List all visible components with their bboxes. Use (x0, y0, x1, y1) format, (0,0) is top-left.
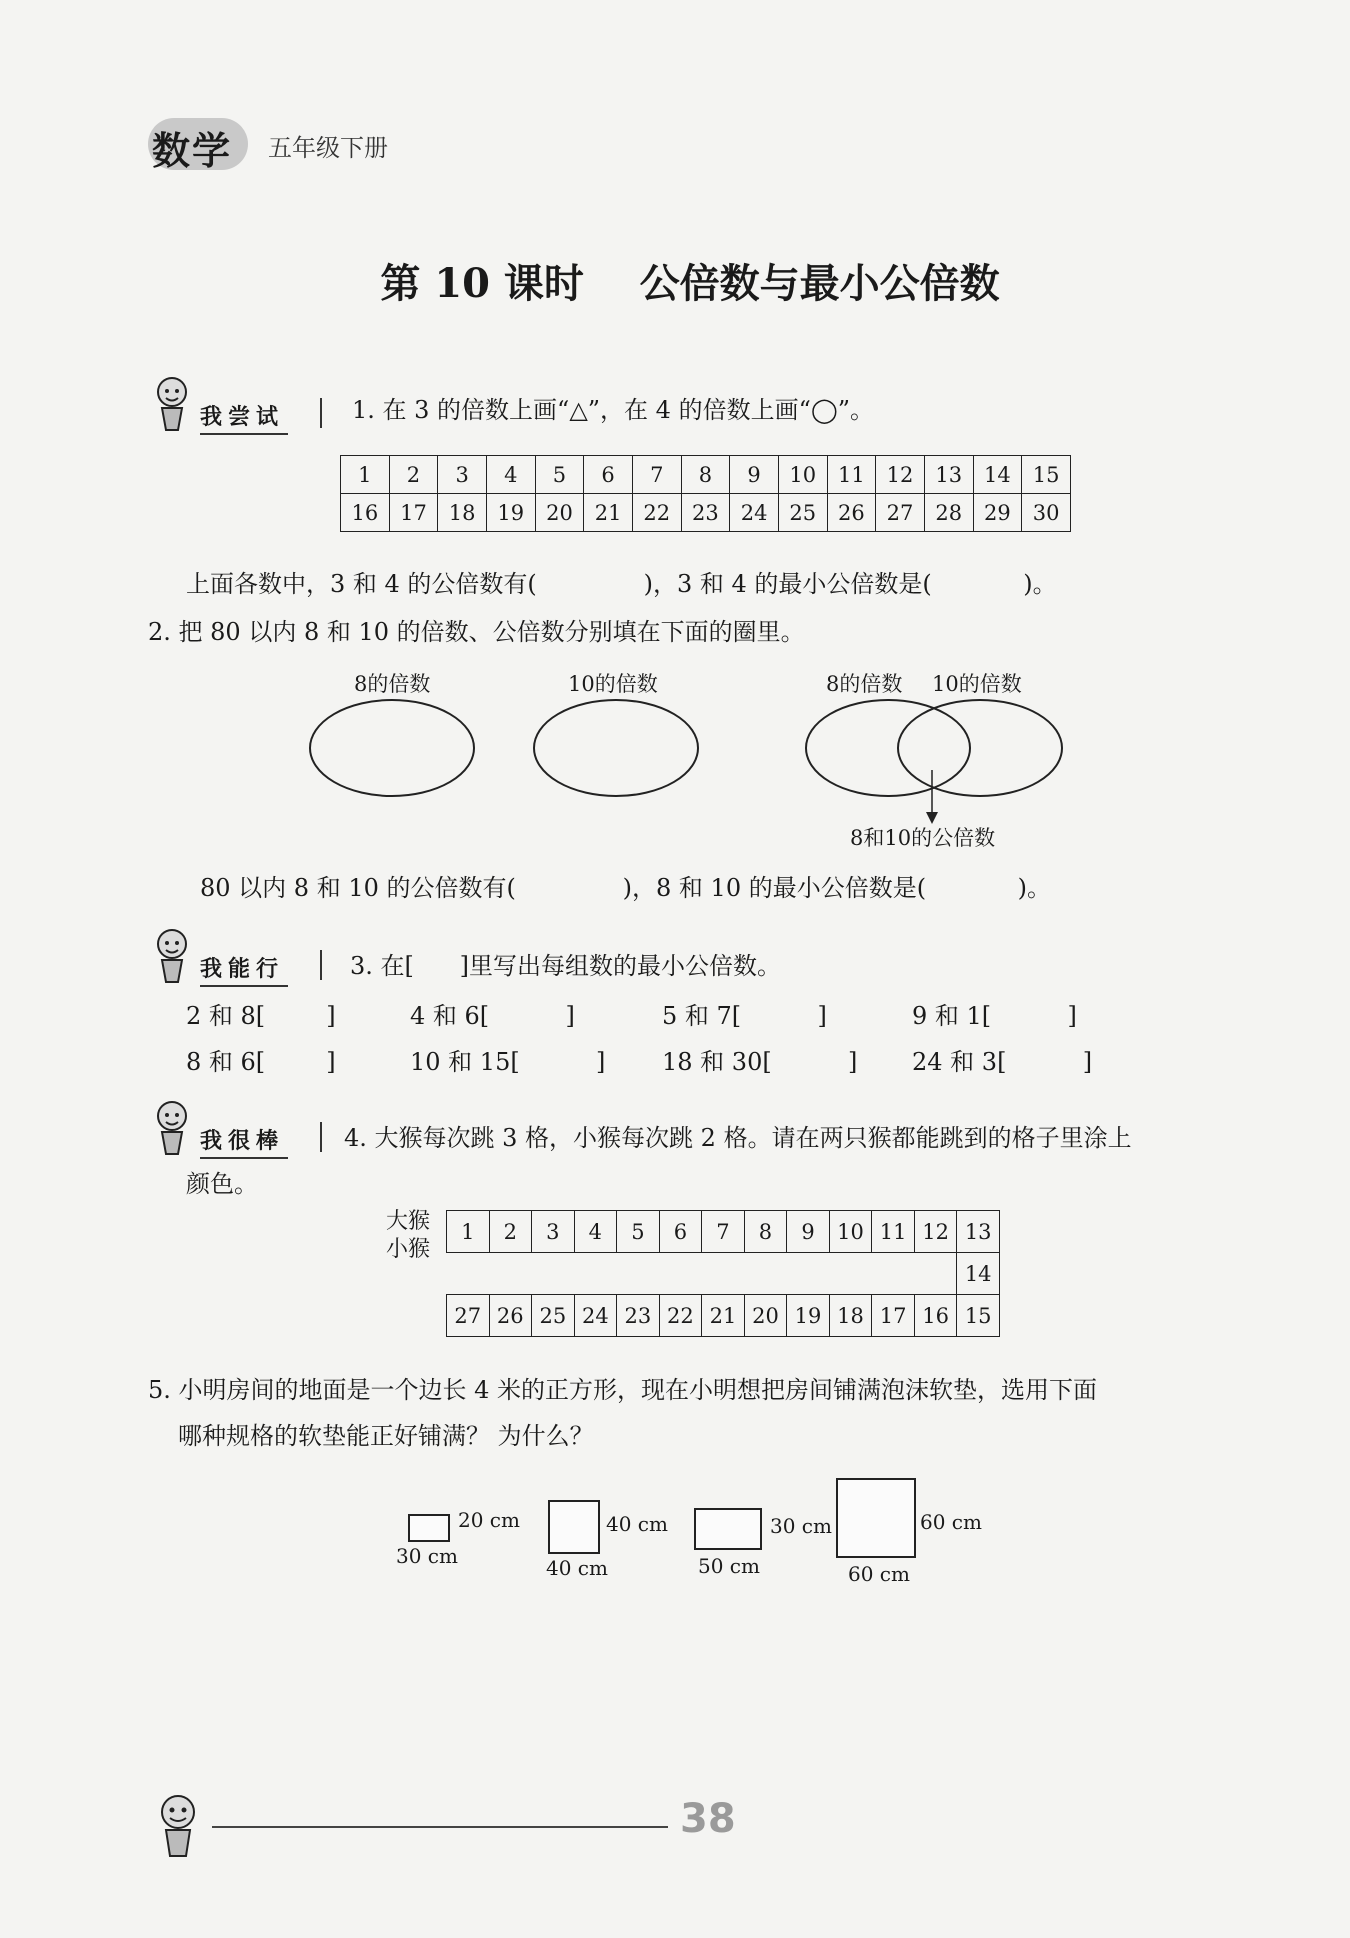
grid-cell[interactable]: 21 (584, 494, 633, 532)
section-great (148, 1112, 348, 1162)
grid-cell[interactable]: 22 (632, 494, 681, 532)
tile-height-label: 40 cm (606, 1512, 668, 1536)
grid-cell[interactable]: 28 (924, 494, 973, 532)
tile-height-label: 20 cm (458, 1508, 520, 1532)
grid-cell[interactable]: 7 (702, 1211, 745, 1253)
q5-text: 5. 小明房间的地面是一个边长 4 米的正方形，现在小明想把房间铺满泡沫软垫，选用下面 (148, 1376, 1098, 1404)
ellipse-multiples-8[interactable] (310, 700, 474, 796)
q3-item[interactable]: 24 和 3[ ] (912, 1048, 1093, 1076)
label-common-multiples: 8和10的公倍数 (850, 826, 996, 850)
label-multiples-10-venn: 10的倍数 (932, 672, 1022, 696)
grid-cell[interactable]: 11 (872, 1211, 915, 1253)
q4-jump-grid (446, 1210, 1000, 1337)
grid-cell[interactable]: 16 (341, 494, 390, 532)
grid-cell[interactable]: 18 (438, 494, 487, 532)
q3-item[interactable]: 4 和 6[ ] (410, 1002, 575, 1030)
q4-text: 4. 大猴每次跳 3 格，小猴每次跳 2 格。请在两只猴都能跳到的格子里涂上 (344, 1124, 1132, 1152)
grid-cell[interactable]: 2 (389, 456, 438, 494)
divider (320, 1122, 322, 1152)
header-grade: 五年级下册 (268, 134, 388, 162)
header-subject: 数学 (152, 129, 233, 173)
grid-cell[interactable]: 24 (730, 494, 779, 532)
grid-cell[interactable]: 16 (914, 1295, 957, 1337)
grid-cell[interactable]: 23 (681, 494, 730, 532)
grid-cell[interactable]: 26 (827, 494, 876, 532)
grid-cell[interactable]: 12 (914, 1211, 957, 1253)
tile-width-label: 30 cm (396, 1544, 458, 1568)
divider (320, 950, 322, 980)
q3-text: 3. 在[ ]里写出每组数的最小公倍数。 (350, 952, 782, 980)
grid-cell[interactable]: 9 (730, 456, 779, 494)
grid-cell[interactable]: 8 (744, 1211, 787, 1253)
grid-cell[interactable]: 7 (632, 456, 681, 494)
section-tag: 我很棒 (200, 1124, 288, 1159)
grid-cell[interactable]: 27 (876, 494, 925, 532)
grid-cell[interactable]: 3 (532, 1211, 575, 1253)
grid-cell[interactable]: 1 (447, 1211, 490, 1253)
label-multiples-8: 8的倍数 (354, 672, 431, 696)
grid-cell[interactable]: 14 (973, 456, 1022, 494)
section-try (148, 388, 348, 438)
grid-cell[interactable]: 22 (659, 1295, 702, 1337)
tile-height-label: 30 cm (770, 1514, 832, 1538)
grid-cell[interactable]: 20 (744, 1295, 787, 1337)
grid-cell[interactable]: 6 (659, 1211, 702, 1253)
grid-cell[interactable]: 10 (829, 1211, 872, 1253)
tile-width-label: 50 cm (698, 1554, 760, 1578)
grid-cell[interactable]: 5 (535, 456, 584, 494)
grid-blank (447, 1253, 957, 1295)
grid-cell[interactable]: 4 (574, 1211, 617, 1253)
lesson-title: 第 10 课时 公倍数与最小公倍数 (380, 260, 1000, 307)
grid-cell[interactable]: 23 (617, 1295, 660, 1337)
grid-cell[interactable]: 4 (486, 456, 535, 494)
q4-text-cont: 颜色。 (186, 1170, 258, 1198)
grid-cell[interactable]: 10 (778, 456, 827, 494)
grid-cell[interactable]: 14 (957, 1253, 1000, 1295)
grid-cell[interactable]: 25 (532, 1295, 575, 1337)
q1-text: 1. 在 3 的倍数上画“△”，在 4 的倍数上画“◯”。 (352, 396, 874, 424)
venn-ellipse-8[interactable] (806, 700, 970, 796)
grid-cell[interactable]: 15 (957, 1295, 1000, 1337)
divider (320, 398, 322, 428)
label-small-monkey: 小猴 (386, 1237, 431, 1262)
label-multiples-10: 10的倍数 (568, 672, 658, 696)
q2-answer-line: 80 以内 8 和 10 的公倍数有( )，8 和 10 的最小公倍数是( )。 (200, 874, 1051, 902)
q1-number-table (340, 455, 1071, 532)
label-big-monkey: 大猴 (386, 1209, 431, 1234)
grid-cell[interactable]: 13 (957, 1211, 1000, 1253)
grid-cell[interactable]: 17 (872, 1295, 915, 1337)
mascot-icon (148, 924, 194, 986)
q5-text-cont: 哪种规格的软垫能正好铺满？ 为什么？ (178, 1422, 594, 1450)
tile-60x60 (836, 1478, 916, 1558)
grid-cell[interactable]: 12 (876, 456, 925, 494)
mascot-icon (148, 1096, 194, 1158)
tile-40x40 (548, 1500, 600, 1554)
grid-cell[interactable]: 25 (778, 494, 827, 532)
tile-30x20 (408, 1514, 450, 1542)
mascot-icon (148, 372, 194, 434)
label-multiples-8-venn: 8的倍数 (826, 672, 903, 696)
grid-cell[interactable]: 26 (489, 1295, 532, 1337)
q3-item[interactable]: 5 和 7[ ] (662, 1002, 827, 1030)
q3-item[interactable]: 10 和 15[ ] (410, 1048, 606, 1076)
grid-cell[interactable]: 2 (489, 1211, 532, 1253)
grid-cell[interactable]: 3 (438, 456, 487, 494)
q2-text: 2. 把 80 以内 8 和 10 的倍数、公倍数分别填在下面的圈里。 (148, 618, 805, 646)
grid-cell[interactable]: 11 (827, 456, 876, 494)
section-tag: 我能行 (200, 952, 288, 987)
section-tag: 我尝试 (200, 400, 288, 435)
tile-height-label: 60 cm (920, 1510, 982, 1534)
grid-cell[interactable]: 29 (973, 494, 1022, 532)
q3-item[interactable]: 18 和 30[ ] (662, 1048, 858, 1076)
grid-cell[interactable]: 5 (617, 1211, 660, 1253)
grid-cell[interactable]: 9 (787, 1211, 830, 1253)
grid-cell[interactable]: 18 (829, 1295, 872, 1337)
grid-cell[interactable]: 6 (584, 456, 633, 494)
grid-cell[interactable]: 19 (486, 494, 535, 532)
ellipse-multiples-10[interactable] (534, 700, 698, 796)
grid-cell[interactable]: 21 (702, 1295, 745, 1337)
grid-cell[interactable]: 8 (681, 456, 730, 494)
tile-width-label: 40 cm (546, 1556, 608, 1580)
footer-rule (212, 1826, 668, 1828)
q3-item[interactable]: 8 和 6[ ] (186, 1048, 336, 1076)
q3-item[interactable]: 9 和 1[ ] (912, 1002, 1077, 1030)
grid-cell[interactable]: 17 (389, 494, 438, 532)
tile-width-label: 60 cm (848, 1562, 910, 1586)
grid-cell[interactable]: 13 (924, 456, 973, 494)
section-can (148, 940, 348, 990)
grid-cell[interactable]: 19 (787, 1295, 830, 1337)
grid-cell[interactable]: 1 (341, 456, 390, 494)
venn-ellipse-10[interactable] (898, 700, 1062, 796)
grid-cell[interactable]: 24 (574, 1295, 617, 1337)
tile-50x30 (694, 1508, 762, 1550)
grid-cell[interactable]: 30 (1022, 494, 1071, 532)
q1-answer-line: 上面各数中，3 和 4 的公倍数有( )，3 和 4 的最小公倍数是( )。 (186, 570, 1057, 598)
grid-cell[interactable]: 15 (1022, 456, 1071, 494)
grid-cell[interactable]: 20 (535, 494, 584, 532)
q3-item[interactable]: 2 和 8[ ] (186, 1002, 336, 1030)
footer-mascot-icon (148, 1790, 208, 1862)
grid-cell[interactable]: 27 (447, 1295, 490, 1337)
page-number: 38 (680, 1796, 736, 1842)
